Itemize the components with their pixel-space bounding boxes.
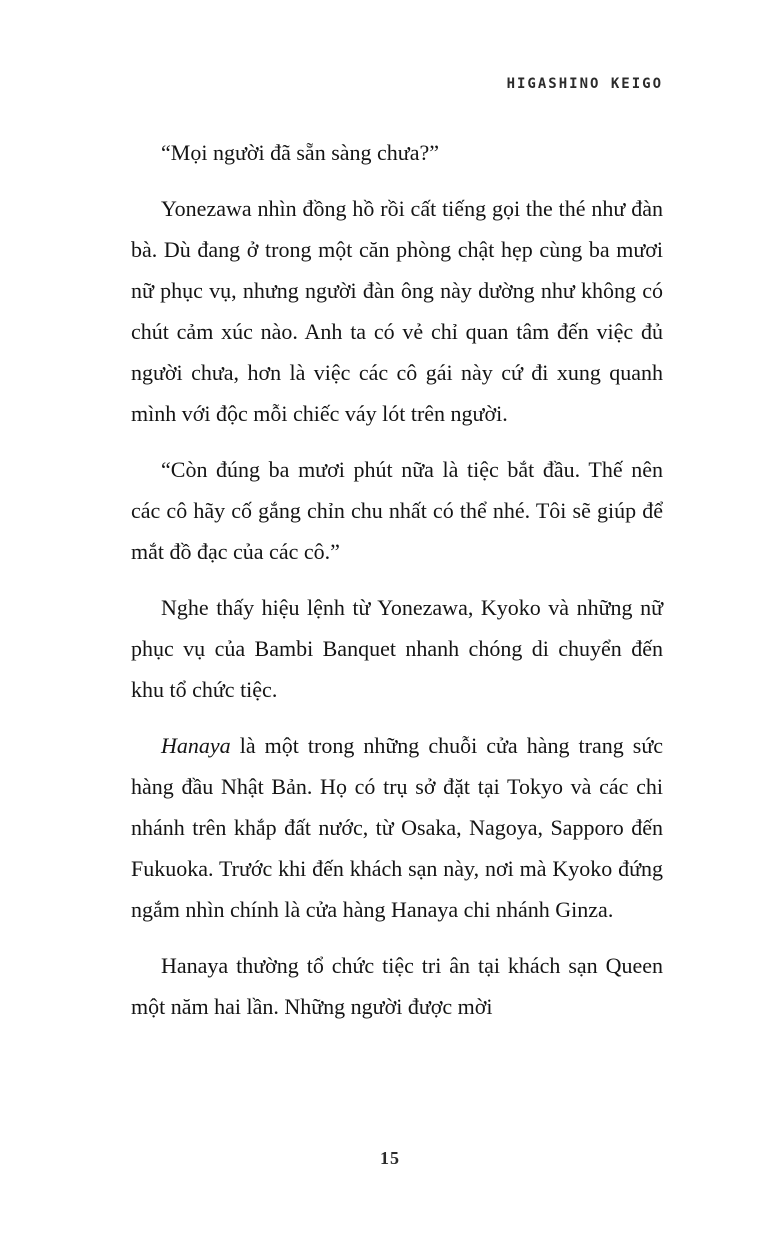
paragraph-text: là một trong những chuỗi cửa hàng trang sức hàng đầu Nhật Bản. Họ có trụ sở đặt tại Tokyo và các chi nhánh trên khắp đất nước, từ Osaka, Nagoya, Sapporo đến Fukuoka. Trước khi đến khách sạn này, nơi mà Kyoko đứng ngắm nhìn chính là cửa hàng Hanaya chi nhánh Ginza. xyxy=(131,733,664,922)
page-number: 15 xyxy=(380,1148,400,1168)
body-paragraph: Nghe thấy hiệu lệnh từ Yonezawa, Kyoko và những nữ phục vụ của Bambi Banquet nhanh chóng di chuyển đến khu tổ chức tiệc. xyxy=(131,595,663,702)
body-paragraph: “Còn đúng ba mươi phút nữa là tiệc bắt đầu. Thế nên các cô hãy cố gắng chỉn chu nhất có thể nhé. Tôi sẽ giúp để mắt đồ đạc của các cô.” xyxy=(131,457,663,564)
body-paragraph xyxy=(131,725,663,930)
body-paragraph: Yonezawa nhìn đồng hồ rồi cất tiếng gọi the thé như đàn bà. Dù đang ở trong một căn phòng chật hẹp cùng ba mươi nữ phục vụ, nhưng người đàn ông này dường như không có chút cảm xúc nào. Anh ta có vẻ chỉ quan tâm đến việc đủ người chưa, hơn là việc các cô gái này cứ đi xung quanh mình với độc mỗi chiếc váy lót trên người. xyxy=(131,196,663,426)
paragraph-lead-italic: Hanaya xyxy=(161,733,231,758)
body-paragraph: “Mọi người đã sẵn sàng chưa?” xyxy=(161,140,440,165)
body-paragraph: Hanaya thường tổ chức tiệc tri ân tại khách sạn Queen một năm hai lần. Những người được mời xyxy=(131,953,663,1019)
running-header: HIGASHINO KEIGO xyxy=(506,76,663,92)
page-body xyxy=(131,132,663,1042)
